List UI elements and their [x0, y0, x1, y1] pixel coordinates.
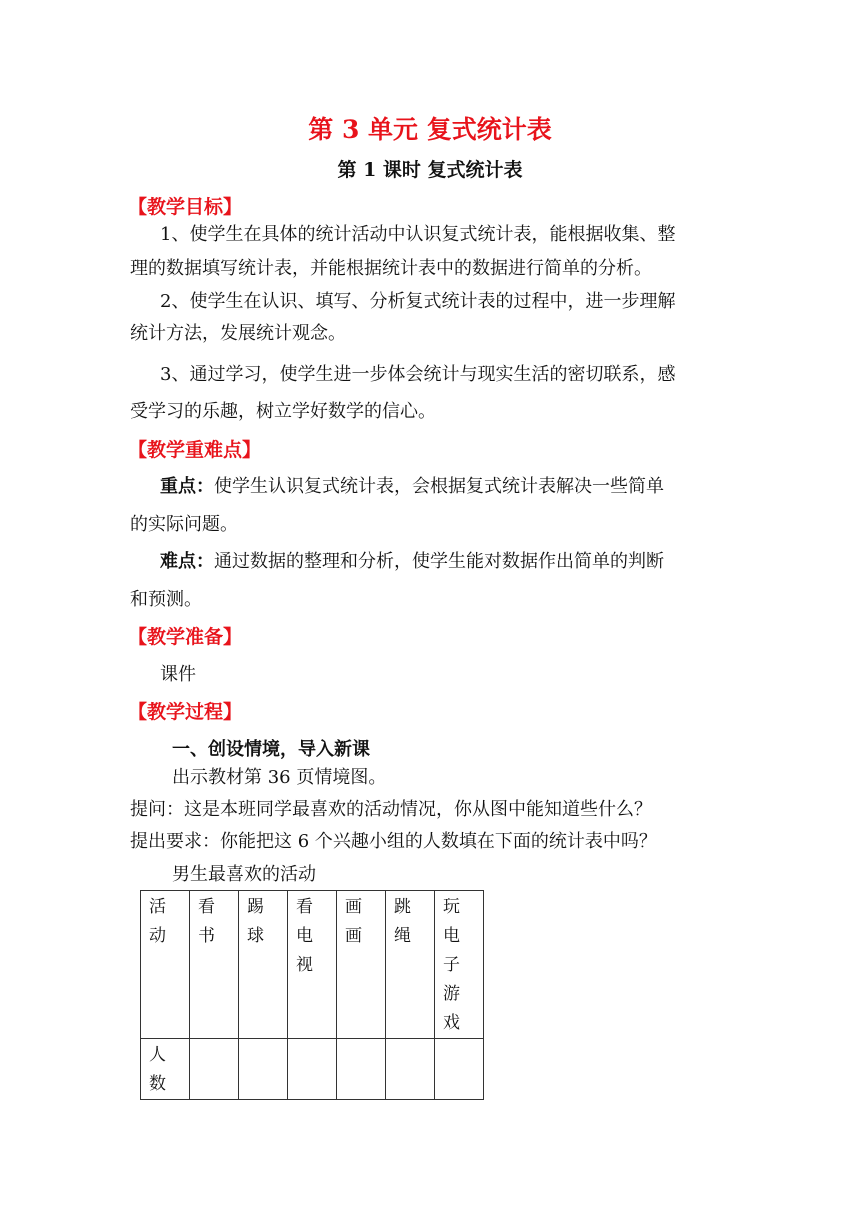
column-header	[190, 891, 239, 1039]
table-cell	[190, 1039, 239, 1100]
difficulty-line-1	[160, 547, 664, 573]
goal-1-line-2: 理的数据填写统计表，并能根据统计表中的数据进行简单的分析。	[130, 258, 652, 279]
focus-line-1	[160, 472, 664, 498]
column-header	[239, 891, 288, 1039]
header-label: 活动	[149, 897, 166, 946]
process-line-3: 提出要求：你能把这 6 个兴趣小组的人数填在下面的统计表中吗？	[130, 831, 657, 852]
table-cell	[239, 1039, 288, 1100]
table-caption: 男生最喜欢的活动	[172, 864, 316, 885]
table-cell	[435, 1039, 484, 1100]
goal-2-line-1: 2、使学生在认识、填写、分析复式统计表的过程中，进一步理解	[160, 291, 676, 312]
table-cell	[386, 1039, 435, 1100]
table-cell	[288, 1039, 337, 1100]
lesson-title: 第 1 课时 复式统计表	[337, 159, 523, 181]
column-header	[435, 891, 484, 1039]
goal-2-line-2: 统计方法，发展统计观念。	[130, 323, 346, 344]
header-label-cell	[141, 891, 190, 1039]
table-header-row	[141, 891, 484, 1039]
preparation-heading: 【教学准备】	[128, 626, 243, 648]
preparation-text: 课件	[160, 664, 196, 685]
column-label: 看电视	[296, 897, 313, 975]
column-header	[386, 891, 435, 1039]
goal-3-line-1: 3、通过学习，使学生进一步体会统计与现实生活的密切联系，感	[160, 364, 676, 385]
process-heading: 【教学过程】	[128, 701, 243, 723]
process-line-1: 出示教材第 36 页情境图。	[172, 767, 387, 788]
difficulty-text-1: 通过数据的整理和分析，使学生能对数据作出简单的判断	[214, 551, 664, 572]
table-data-row	[141, 1039, 484, 1100]
focus-label: 重点：	[160, 476, 214, 497]
activity-stats-table	[140, 890, 484, 1100]
focus-text-1: 使学生认识复式统计表，会根据复式统计表解决一些简单	[214, 476, 664, 497]
process-step-title: 一、创设情境，导入新课	[172, 739, 370, 760]
row-label: 人数	[149, 1045, 166, 1094]
column-label: 跳绳	[394, 897, 411, 946]
focus-line-2: 的实际问题。	[130, 514, 238, 535]
goal-3-line-2: 受学习的乐趣，树立学好数学的信心。	[130, 401, 436, 422]
column-header	[337, 891, 386, 1039]
column-label: 看书	[198, 897, 215, 946]
key-points-heading: 【教学重难点】	[128, 439, 262, 461]
column-label: 画画	[345, 897, 362, 946]
unit-title: 第 3 单元 复式统计表	[308, 115, 552, 144]
process-line-2: 提问：这是本班同学最喜欢的活动情况，你从图中能知道些什么？	[130, 799, 652, 820]
table-cell	[337, 1039, 386, 1100]
column-label: 踢球	[247, 897, 264, 946]
column-header	[288, 891, 337, 1039]
difficulty-label: 难点：	[160, 551, 214, 572]
goals-heading: 【教学目标】	[128, 196, 243, 218]
column-label: 玩电子游戏	[443, 897, 460, 1033]
row-label-cell	[141, 1039, 190, 1100]
difficulty-line-2: 和预测。	[130, 589, 202, 610]
goal-1-line-1: 1、使学生在具体的统计活动中认识复式统计表，能根据收集、整	[160, 224, 676, 245]
